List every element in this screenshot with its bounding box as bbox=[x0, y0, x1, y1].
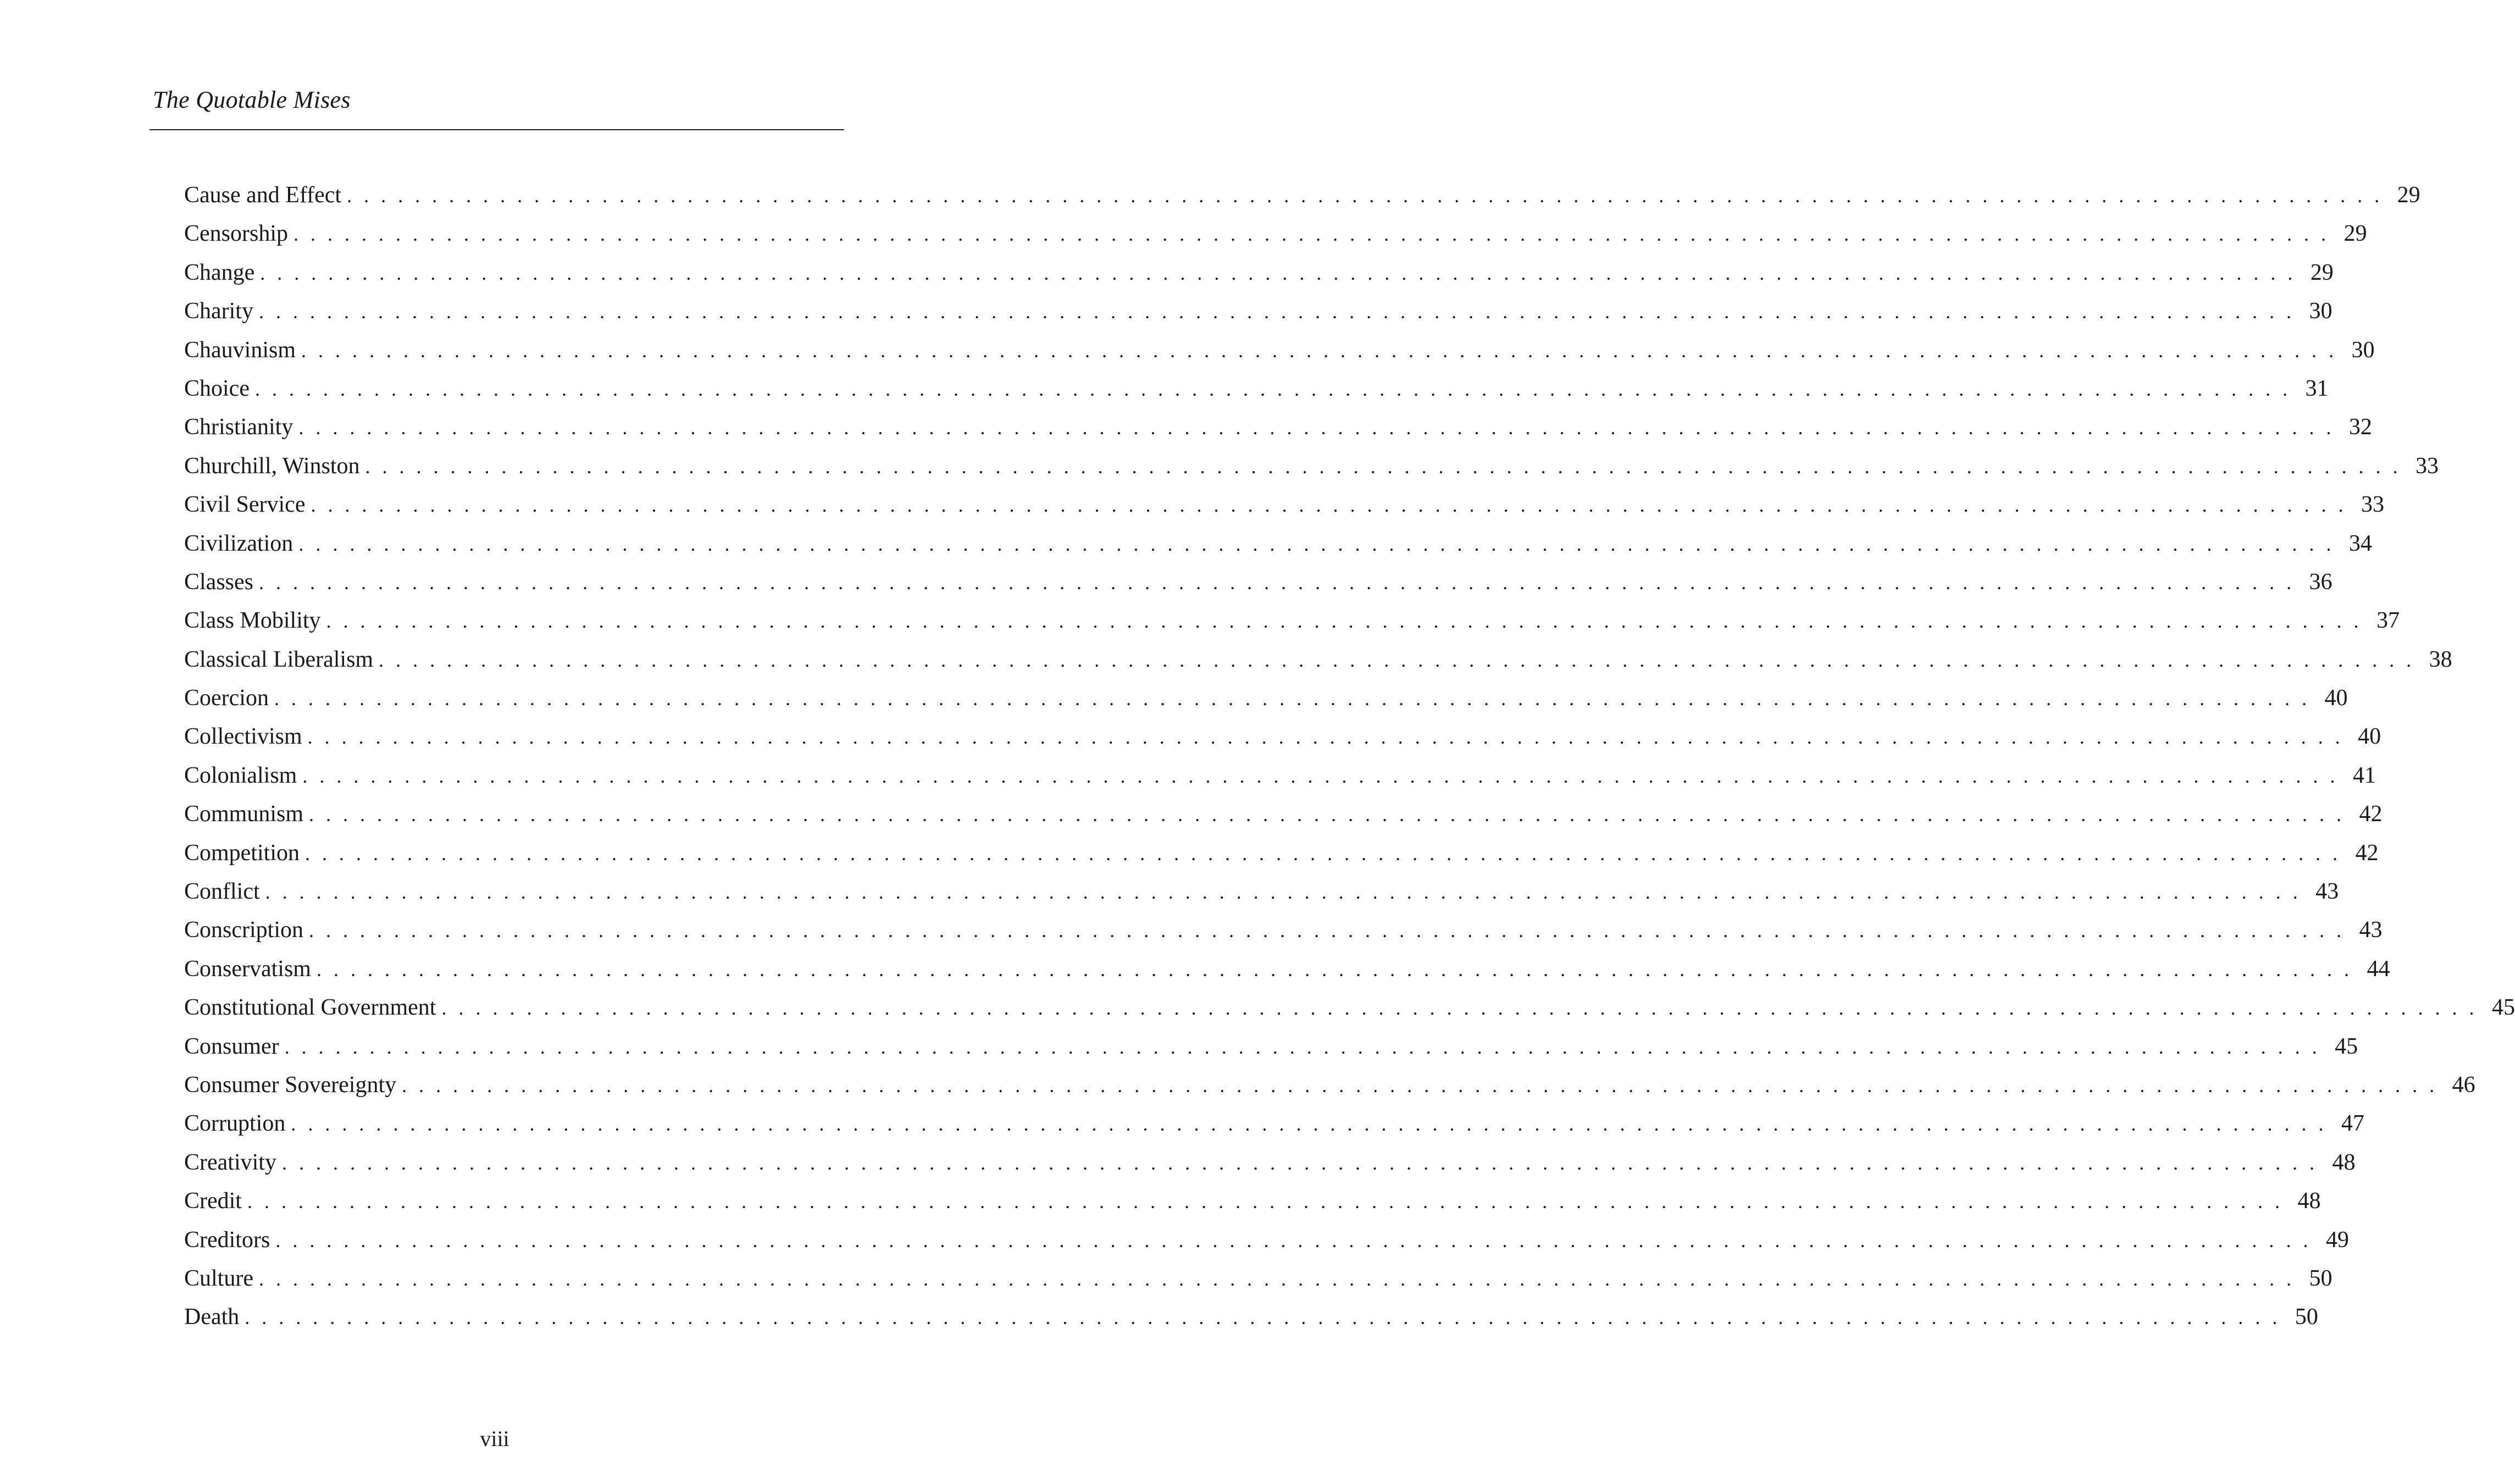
table-of-contents bbox=[184, 181, 2515, 1342]
toc-entry-title: Creditors bbox=[184, 1227, 270, 1253]
toc-entry bbox=[184, 646, 2452, 684]
toc-entry-title: Credit bbox=[184, 1188, 242, 1214]
dot-leader: . . . . . . . . . . . . . . . . . . . . . . . . . . . . . . . . . . . . . . . . . . . . . . . . . . . . . . . . . . . . . . . . . . . . . . . . . . . . . . . . . . . . . . . . . . . . . . . . . . . . . . . . . . . . . . . . . . . . . . . . bbox=[309, 804, 2345, 826]
toc-entry bbox=[184, 1033, 2358, 1071]
toc-entry bbox=[184, 375, 2329, 413]
toc-entry-title: Death bbox=[184, 1304, 240, 1330]
toc-entry-title: Culture bbox=[184, 1265, 253, 1291]
toc-entry bbox=[184, 762, 2376, 800]
toc-entry-page: 50 bbox=[2309, 1265, 2333, 1291]
toc-entry bbox=[184, 839, 2379, 878]
dot-leader: . . . . . . . . . . . . . . . . . . . . . . . . . . . . . . . . . . . . . . . . . . . . . . . . . . . . . . . . . . . . . . . . . . . . . . . . . . . . . . . . . . . . . . . . . . . . . . . . . . . . . . . . . . . . . . . . . . . . . . . . bbox=[311, 494, 2347, 517]
toc-entry-page: 31 bbox=[2305, 375, 2329, 401]
toc-entry-page: 40 bbox=[2358, 724, 2381, 750]
dot-leader: . . . . . . . . . . . . . . . . . . . . . . . . . . . . . . . . . . . . . . . . . . . . . . . . . . . . . . . . . . . . . . . . . . . . . . . . . . . . . . . . . . . . . . . . . . . . . . . . . . . . . . . . . . . . . . . . . . . . . . . . bbox=[298, 417, 2335, 439]
toc-entry-title: Conflict bbox=[184, 879, 260, 905]
dot-leader: . . . . . . . . . . . . . . . . . . . . . . . . . . . . . . . . . . . . . . . . . . . . . . . . . . . . . . . . . . . . . . . . . . . . . . . . . . . . . . . . . . . . . . . . . . . . . . . . . . . . . . . . . . . . . . . . . . . . . . . . bbox=[316, 958, 2353, 981]
toc-entry bbox=[184, 452, 2439, 491]
dot-leader: . . . . . . . . . . . . . . . . . . . . . . . . . . . . . . . . . . . . . . . . . . . . . . . . . . . . . . . . . . . . . . . . . . . . . . . . . . . . . . . . . . . . . . . . . . . . . . . . . . . . . . . . . . . . . . . . . . . . . . . . bbox=[305, 842, 2341, 865]
dot-leader: . . . . . . . . . . . . . . . . . . . . . . . . . . . . . . . . . . . . . . . . . . . . . . . . . . . . . . . . . . . . . . . . . . . . . . . . . . . . . . . . . . . . . . . . . . . . . . . . . . . . . . . . . . . . . . . . . . . . . . . . bbox=[259, 571, 2295, 594]
toc-entry-page: 43 bbox=[2359, 917, 2383, 943]
toc-entry-title: Conscription bbox=[184, 917, 303, 943]
toc-entry-page: 33 bbox=[2361, 492, 2384, 518]
dot-leader: . . . . . . . . . . . . . . . . . . . . . . . . . . . . . . . . . . . . . . . . . . . . . . . . . . . . . . . . . . . . . . . . . . . . . . . . . . . . . . . . . . . . . . . . . . . . . . . . . . . . . . . . . . . . . . . . . . . . . . . . bbox=[265, 881, 2302, 904]
toc-entry-title: Censorship bbox=[184, 221, 288, 247]
toc-entry-title: Coercion bbox=[184, 685, 269, 711]
dot-leader: . . . . . . . . . . . . . . . . . . . . . . . . . . . . . . . . . . . . . . . . . . . . . . . . . . . . . . . . . . . . . . . . . . . . . . . . . . . . . . . . . . . . . . . . . . . . . . . . . . . . . . . . . . . . . . . . . . . . . . . . bbox=[258, 1267, 2295, 1290]
toc-entry bbox=[184, 1265, 2333, 1303]
toc-entry-page: 44 bbox=[2367, 956, 2390, 982]
toc-entry-page: 29 bbox=[2344, 221, 2367, 247]
toc-entry bbox=[184, 181, 2420, 220]
toc-entry-page: 41 bbox=[2352, 762, 2376, 788]
dot-leader: . . . . . . . . . . . . . . . . . . . . . . . . . . . . . . . . . . . . . . . . . . . . . . . . . . . . . . . . . . . . . . . . . . . . . . . . . . . . . . . . . . . . . . . . . . . . . . . . . . . . . . . . . . . . . . . . . . . . . . . . bbox=[347, 185, 2383, 207]
toc-entry-page: 30 bbox=[2309, 298, 2333, 324]
toc-entry-title: Class Mobility bbox=[184, 608, 321, 634]
toc-entry-page: 40 bbox=[2324, 685, 2348, 711]
toc-entry bbox=[184, 297, 2333, 336]
dot-leader: . . . . . . . . . . . . . . . . . . . . . . . . . . . . . . . . . . . . . . . . . . . . . . . . . . . . . . . . . . . . . . . . . . . . . . . . . . . . . . . . . . . . . . . . . . . . . . . . . . . . . . . . . . . . . . . . . . . . . . . . bbox=[258, 301, 2295, 323]
toc-entry-page: 34 bbox=[2348, 530, 2372, 556]
toc-entry-title: Competition bbox=[184, 840, 300, 866]
toc-entry-page: 38 bbox=[2429, 646, 2452, 672]
toc-entry-title: Civil Service bbox=[184, 492, 306, 518]
toc-entry-page: 32 bbox=[2348, 414, 2372, 440]
dot-leader: . . . . . . . . . . . . . . . . . . . . . . . . . . . . . . . . . . . . . . . . . . . . . . . . . . . . . . . . . . . . . . . . . . . . . . . . . . . . . . . . . . . . . . . . . . . . . . . . . . . . . . . . . . . . . . . . . . . . . . . . bbox=[284, 1036, 2321, 1058]
toc-entry-title: Churchill, Winston bbox=[184, 453, 360, 479]
toc-entry-title: Consumer Sovereignty bbox=[184, 1072, 397, 1098]
toc-entry-title: Charity bbox=[184, 298, 253, 324]
dot-leader: . . . . . . . . . . . . . . . . . . . . . . . . . . . . . . . . . . . . . . . . . . . . . . . . . . . . . . . . . . . . . . . . . . . . . . . . . . . . . . . . . . . . . . . . . . . . . . . . . . . . . . . . . . . . . . . . . . . . . . . . bbox=[247, 1190, 2284, 1213]
toc-entry bbox=[184, 800, 2383, 839]
toc-entry-title: Cause and Effect bbox=[184, 182, 342, 208]
dot-leader: . . . . . . . . . . . . . . . . . . . . . . . . . . . . . . . . . . . . . . . . . . . . . . . . . . . . . . . . . . . . . . . . . . . . . . . . . . . . . . . . . . . . . . . . . . . . . . . . . . . . . . . . . . . . . . . . . . . . . . . . bbox=[302, 765, 2339, 787]
toc-entry-page: 33 bbox=[2416, 453, 2439, 479]
toc-entry-page: 29 bbox=[2310, 259, 2334, 285]
toc-entry bbox=[184, 568, 2333, 607]
toc-entry-page: 48 bbox=[2332, 1149, 2356, 1175]
toc-entry-page: 45 bbox=[2335, 1033, 2358, 1059]
toc-entry-title: Creativity bbox=[184, 1149, 276, 1175]
toc-entry bbox=[184, 1071, 2475, 1110]
toc-entry bbox=[184, 878, 2339, 916]
dot-leader: . . . . . . . . . . . . . . . . . . . . . . . . . . . . . . . . . . . . . . . . . . . . . . . . . . . . . . . . . . . . . . . . . . . . . . . . . . . . . . . . . . . . . . . . . . . . . . . . . . . . . . . . . . . . . . . . . . . . . . . . bbox=[298, 533, 2335, 555]
toc-entry-title: Civilization bbox=[184, 530, 293, 556]
toc-entry-page: 42 bbox=[2359, 801, 2383, 827]
toc-entry bbox=[184, 530, 2372, 568]
dot-leader: . . . . . . . . . . . . . . . . . . . . . . . . . . . . . . . . . . . . . . . . . . . . . . . . . . . . . . . . . . . . . . . . . . . . . . . . . . . . . . . . . . . . . . . . . . . . . . . . . . . . . . . . . . . . . . . . . . . . . . . . bbox=[307, 726, 2344, 749]
toc-entry bbox=[184, 955, 2390, 994]
toc-entry-page: 49 bbox=[2325, 1227, 2349, 1253]
toc-entry-title: Christianity bbox=[184, 414, 293, 440]
header-rule bbox=[149, 129, 844, 130]
dot-leader: . . . . . . . . . . . . . . . . . . . . . . . . . . . . . . . . . . . . . . . . . . . . . . . . . . . . . . . . . . . . . . . . . . . . . . . . . . . . . . . . . . . . . . . . . . . . . . . . . . . . . . . . . . . . . . . . . . . . . . . . bbox=[365, 455, 2402, 478]
page-number: viii bbox=[480, 1426, 509, 1451]
dot-leader: . . . . . . . . . . . . . . . . . . . . . . . . . . . . . . . . . . . . . . . . . . . . . . . . . . . . . . . . . . . . . . . . . . . . . . . . . . . . . . . . . . . . . . . . . . . . . . . . . . . . . . . . . . . . . . . . . . . . . . . . bbox=[326, 610, 2363, 633]
dot-leader: . . . . . . . . . . . . . . . . . . . . . . . . . . . . . . . . . . . . . . . . . . . . . . . . . . . . . . . . . . . . . . . . . . . . . . . . . . . . . . . . . . . . . . . . . . . . . . . . . . . . . . . . . . . . . . . . . . . . . . . . bbox=[402, 1074, 2438, 1097]
toc-entry-page: 37 bbox=[2376, 608, 2400, 634]
dot-leader: . . . . . . . . . . . . . . . . . . . . . . . . . . . . . . . . . . . . . . . . . . . . . . . . . . . . . . . . . . . . . . . . . . . . . . . . . . . . . . . . . . . . . . . . . . . . . . . . . . . . . . . . . . . . . . . . . . . . . . . . bbox=[260, 262, 2296, 284]
toc-entry-title: Communism bbox=[184, 801, 304, 827]
dot-leader: . . . . . . . . . . . . . . . . . . . . . . . . . . . . . . . . . . . . . . . . . . . . . . . . . . . . . . . . . . . . . . . . . . . . . . . . . . . . . . . . . . . . . . . . . . . . . . . . . . . . . . . . . . . . . . . . . . . . . . . . bbox=[245, 1306, 2281, 1329]
dot-leader: . . . . . . . . . . . . . . . . . . . . . . . . . . . . . . . . . . . . . . . . . . . . . . . . . . . . . . . . . . . . . . . . . . . . . . . . . . . . . . . . . . . . . . . . . . . . . . . . . . . . . . . . . . . . . . . . . . . . . . . . bbox=[254, 378, 2291, 400]
toc-entry bbox=[184, 1303, 2318, 1342]
toc-entry bbox=[184, 1149, 2356, 1187]
toc-entry bbox=[184, 220, 2367, 258]
toc-entry-page: 50 bbox=[2295, 1304, 2318, 1330]
toc-entry bbox=[184, 1187, 2321, 1226]
dot-leader: . . . . . . . . . . . . . . . . . . . . . . . . . . . . . . . . . . . . . . . . . . . . . . . . . . . . . . . . . . . . . . . . . . . . . . . . . . . . . . . . . . . . . . . . . . . . . . . . . . . . . . . . . . . . . . . . . . . . . . . . bbox=[309, 920, 2345, 942]
toc-entry-title: Choice bbox=[184, 375, 250, 401]
toc-entry bbox=[184, 259, 2334, 297]
dot-leader: . . . . . . . . . . . . . . . . . . . . . . . . . . . . . . . . . . . . . . . . . . . . . . . . . . . . . . . . . . . . . . . . . . . . . . . . . . . . . . . . . . . . . . . . . . . . . . . . . . . . . . . . . . . . . . . . . . . . . . . . bbox=[301, 339, 2337, 362]
toc-entry-title: Consumer bbox=[184, 1033, 279, 1059]
toc-entry-title: Conservatism bbox=[184, 956, 311, 982]
dot-leader: . . . . . . . . . . . . . . . . . . . . . . . . . . . . . . . . . . . . . . . . . . . . . . . . . . . . . . . . . . . . . . . . . . . . . . . . . . . . . . . . . . . . . . . . . . . . . . . . . . . . . . . . . . . . . . . . . . . . . . . . bbox=[379, 649, 2415, 671]
toc-entry bbox=[184, 994, 2515, 1032]
dot-leader: . . . . . . . . . . . . . . . . . . . . . . . . . . . . . . . . . . . . . . . . . . . . . . . . . . . . . . . . . . . . . . . . . . . . . . . . . . . . . . . . . . . . . . . . . . . . . . . . . . . . . . . . . . . . . . . . . . . . . . . . bbox=[441, 997, 2478, 1020]
toc-entry bbox=[184, 723, 2381, 761]
dot-leader: . . . . . . . . . . . . . . . . . . . . . . . . . . . . . . . . . . . . . . . . . . . . . . . . . . . . . . . . . . . . . . . . . . . . . . . . . . . . . . . . . . . . . . . . . . . . . . . . . . . . . . . . . . . . . . . . . . . . . . . . bbox=[274, 688, 2311, 710]
toc-entry bbox=[184, 1226, 2349, 1265]
toc-entry-title: Chauvinism bbox=[184, 337, 296, 363]
toc-entry-page: 42 bbox=[2355, 840, 2379, 866]
toc-entry-page: 36 bbox=[2309, 569, 2333, 595]
toc-entry-page: 47 bbox=[2341, 1111, 2364, 1137]
dot-leader: . . . . . . . . . . . . . . . . . . . . . . . . . . . . . . . . . . . . . . . . . . . . . . . . . . . . . . . . . . . . . . . . . . . . . . . . . . . . . . . . . . . . . . . . . . . . . . . . . . . . . . . . . . . . . . . . . . . . . . . . bbox=[275, 1229, 2312, 1252]
dot-leader: . . . . . . . . . . . . . . . . . . . . . . . . . . . . . . . . . . . . . . . . . . . . . . . . . . . . . . . . . . . . . . . . . . . . . . . . . . . . . . . . . . . . . . . . . . . . . . . . . . . . . . . . . . . . . . . . . . . . . . . . bbox=[293, 223, 2330, 246]
toc-entry-page: 45 bbox=[2491, 995, 2515, 1021]
toc-entry bbox=[184, 607, 2400, 645]
toc-entry-page: 48 bbox=[2297, 1188, 2321, 1214]
toc-entry-title: Classes bbox=[184, 569, 253, 595]
toc-entry-page: 43 bbox=[2315, 879, 2339, 905]
toc-entry-title: Change bbox=[184, 259, 255, 285]
toc-entry bbox=[184, 491, 2384, 529]
toc-entry-page: 29 bbox=[2397, 182, 2420, 208]
running-head-title: The Quotable Mises bbox=[153, 86, 351, 113]
toc-entry-title: Colonialism bbox=[184, 762, 297, 788]
toc-entry-title: Classical Liberalism bbox=[184, 646, 374, 672]
toc-entry bbox=[184, 1110, 2364, 1148]
dot-leader: . . . . . . . . . . . . . . . . . . . . . . . . . . . . . . . . . . . . . . . . . . . . . . . . . . . . . . . . . . . . . . . . . . . . . . . . . . . . . . . . . . . . . . . . . . . . . . . . . . . . . . . . . . . . . . . . . . . . . . . . bbox=[281, 1151, 2318, 1174]
toc-entry bbox=[184, 684, 2348, 723]
toc-entry-title: Corruption bbox=[184, 1111, 286, 1137]
toc-entry-page: 46 bbox=[2452, 1072, 2475, 1098]
dot-leader: . . . . . . . . . . . . . . . . . . . . . . . . . . . . . . . . . . . . . . . . . . . . . . . . . . . . . . . . . . . . . . . . . . . . . . . . . . . . . . . . . . . . . . . . . . . . . . . . . . . . . . . . . . . . . . . . . . . . . . . . bbox=[291, 1113, 2327, 1136]
toc-entry-page: 30 bbox=[2351, 337, 2375, 363]
toc-entry-title: Collectivism bbox=[184, 724, 302, 750]
toc-entry bbox=[184, 413, 2372, 452]
toc-entry bbox=[184, 336, 2375, 375]
toc-entry-title: Constitutional Government bbox=[184, 995, 436, 1021]
toc-entry bbox=[184, 916, 2383, 955]
